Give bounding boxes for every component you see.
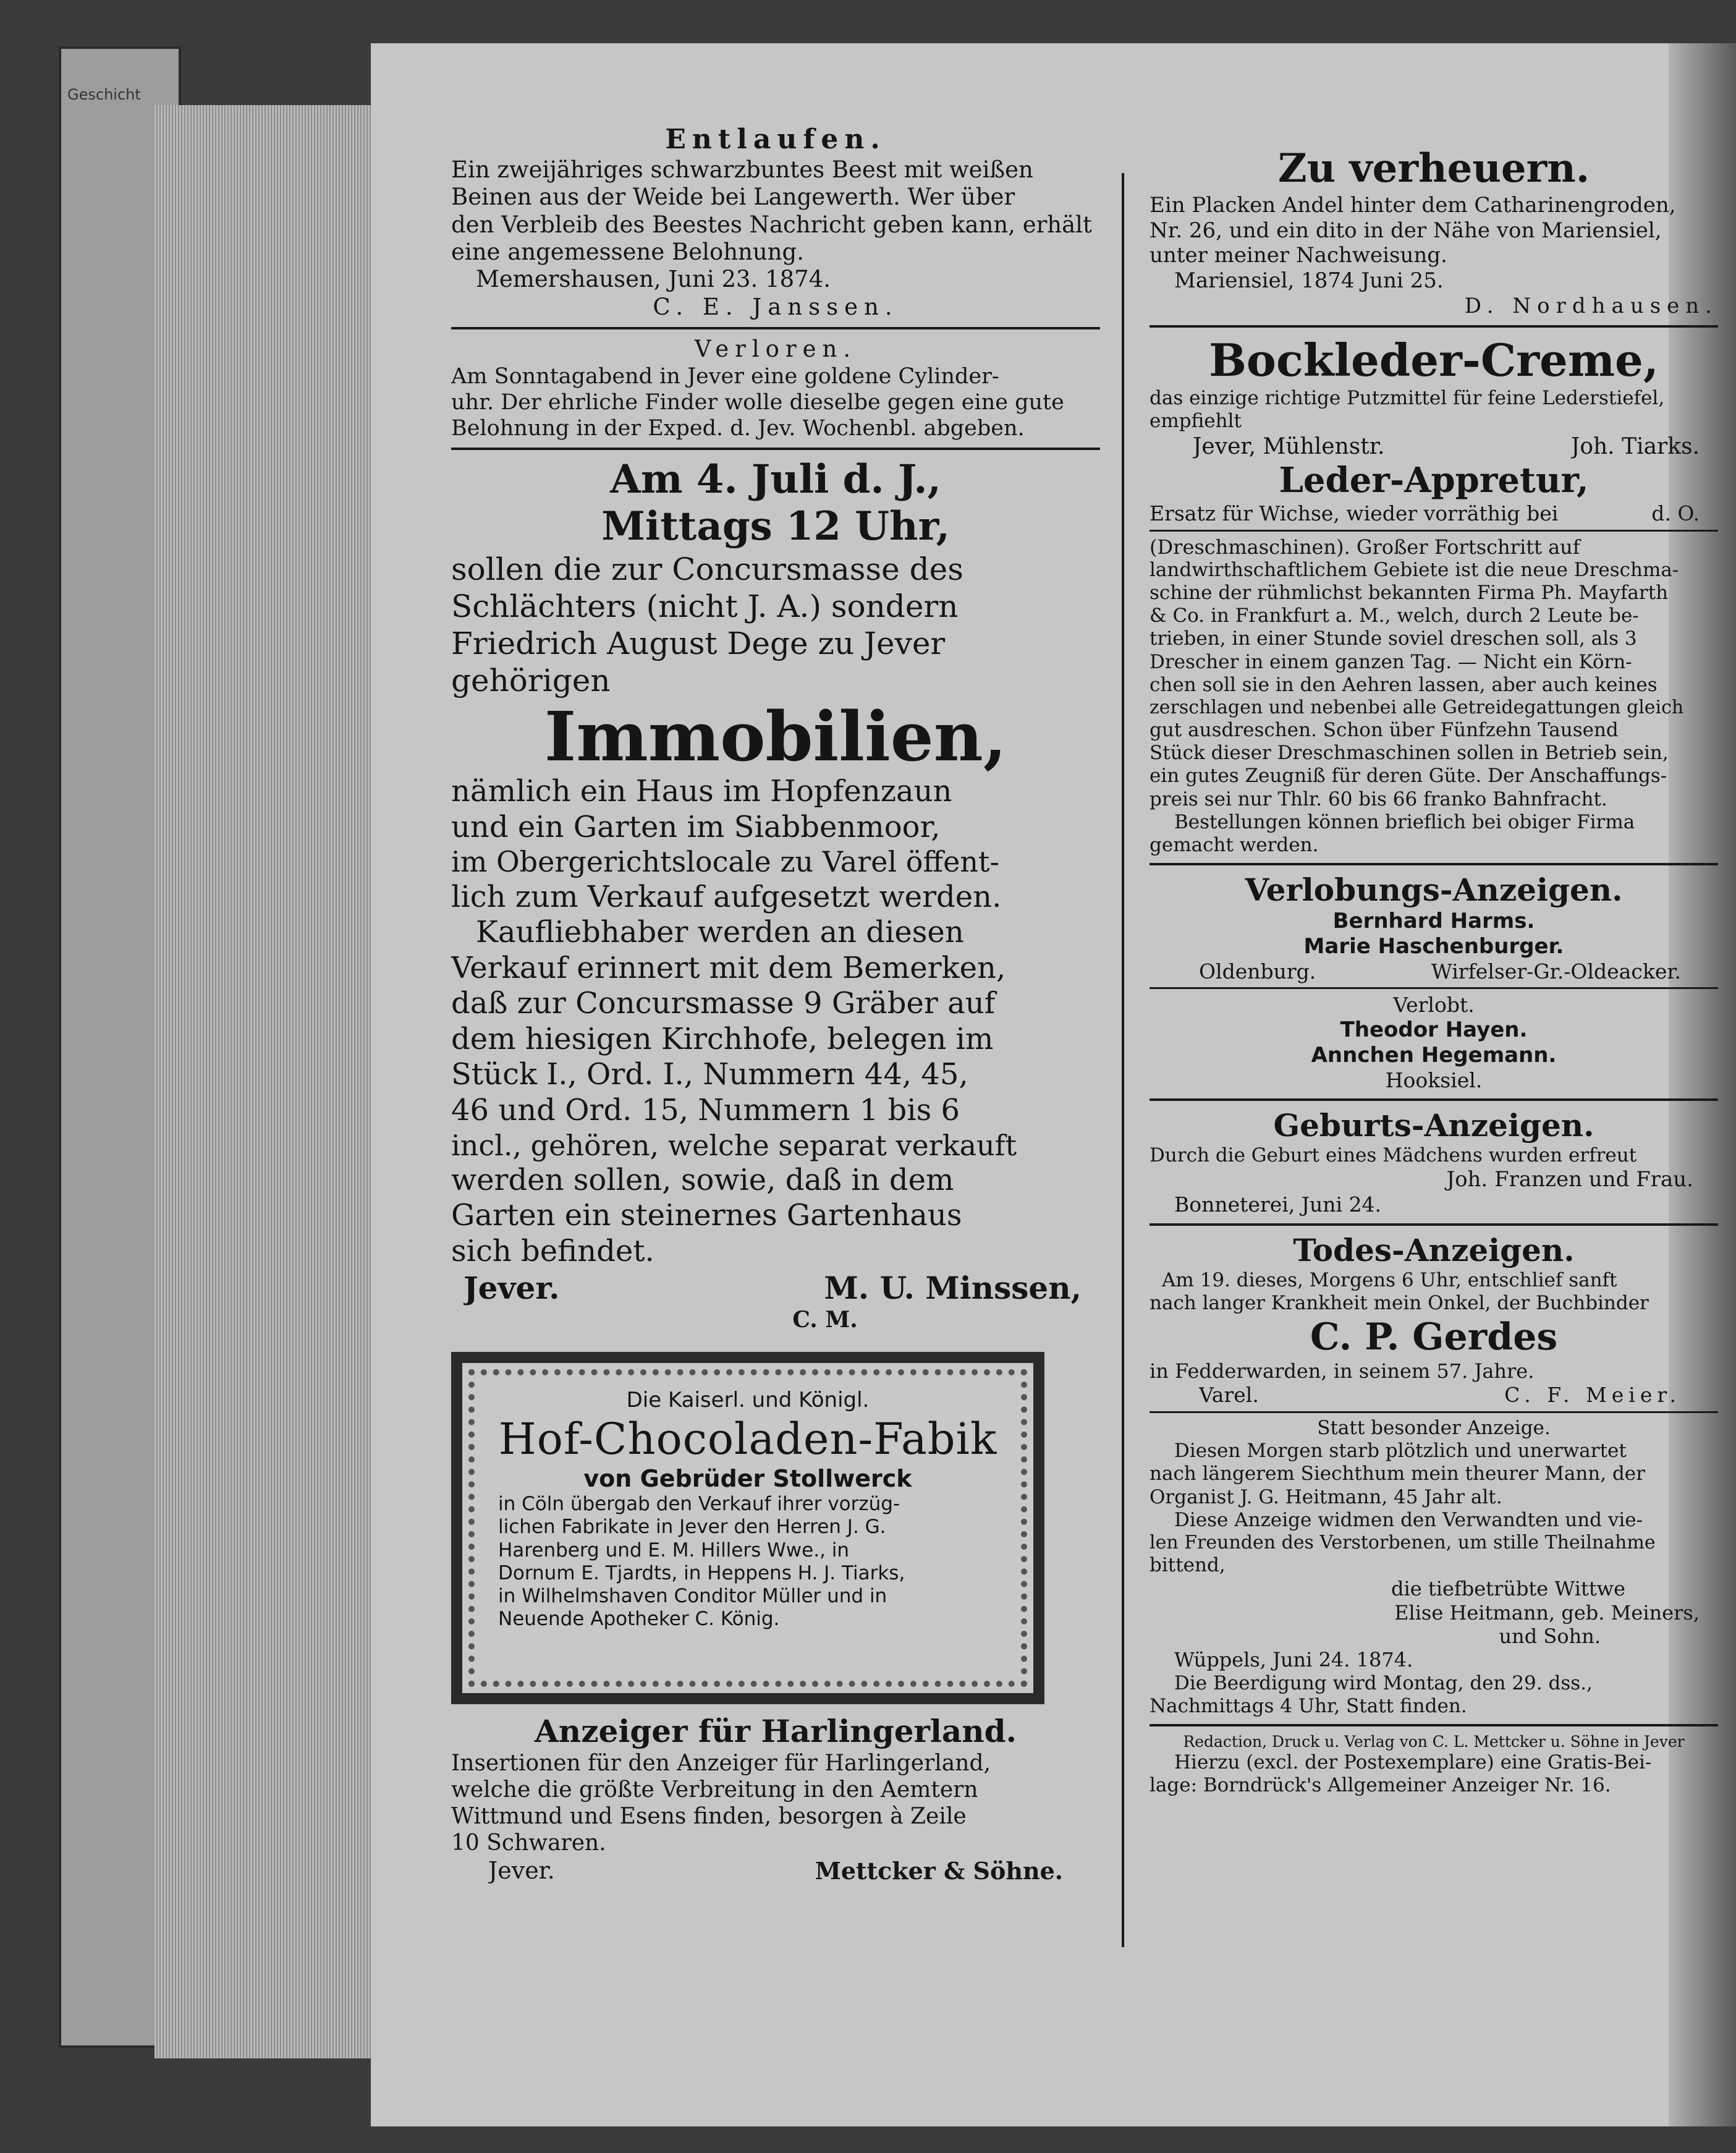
ad-line: werden sollen, sowie, daß in dem: [451, 1162, 954, 1197]
ad-todes: [1150, 1232, 1718, 1718]
ad-line: daß zur Concursmasse 9 Gräber auf: [451, 986, 996, 1021]
ad-line: lich zum Verkauf aufgesetzt werden.: [451, 879, 1002, 914]
ad-line: ein gutes Zeugniß für deren Güte. Der Anschaffungs-: [1150, 765, 1667, 788]
ad-line: chen soll sie in den Aehren lassen, aber auch keines: [1150, 673, 1658, 696]
ad-entlaufen: [451, 124, 1100, 321]
ad-line: gut ausdreschen. Schon über Fünfzehn Tausend: [1150, 719, 1619, 742]
ad-place: Varel.: [1199, 1383, 1259, 1408]
ad-place: Jever.: [464, 1269, 560, 1306]
ad-signature: Elise Heitmann, geb. Meiners,: [1394, 1600, 1700, 1624]
ad-verloren: [451, 336, 1100, 441]
ad-line: Drescher in einem ganzen Tag. — Nicht ein Körn-: [1150, 650, 1632, 673]
ad-title: Leder-Appretur,: [1279, 459, 1589, 501]
ad-place: Jever, Mühlenstr.: [1193, 433, 1385, 459]
ad-date: Memershausen, Juni 23. 1874.: [476, 266, 831, 293]
ad-line: sollen die zur Concursmasse des: [451, 551, 963, 588]
ad-line: schine der rühmlichst bekannten Firma Ph. Mayfarth: [1150, 582, 1669, 605]
ad-title: Entlaufen.: [665, 124, 886, 155]
ad-date: Mariensiel, 1874 Juni 25.: [1174, 268, 1444, 294]
divider: [1150, 1098, 1718, 1101]
ad-label: Verlobt.: [1393, 993, 1475, 1017]
ad-chocolade-frame: [451, 1352, 1044, 1704]
ad-line: eine angemessene Belohnung.: [451, 238, 804, 265]
divider: [1150, 863, 1718, 865]
ad-line: nach langer Krankheit mein Onkel, der Buchbinder: [1150, 1291, 1649, 1314]
ad-headline: Mittags 12 Uhr,: [601, 503, 950, 550]
ad-signature: Mettcker & Söhne.: [815, 1856, 1063, 1885]
ad-label: Statt besonder Anzeige.: [1317, 1417, 1551, 1440]
ad-line: Verkauf erinnert mit dem Bemerken,: [451, 950, 1006, 985]
ad-line: (Dreschmaschinen). Großer Fortschritt auf: [1150, 535, 1580, 559]
ad-place: Wirfelser-Gr.-Oldeacker.: [1431, 959, 1681, 983]
ad-name: C. P. Gerdes: [1310, 1315, 1558, 1359]
divider: [1150, 530, 1718, 532]
ad-signature: und Sohn.: [1499, 1624, 1601, 1648]
ad-line: nach längerem Siechthum mein theurer Mann, der: [1150, 1463, 1645, 1485]
ad-place: Oldenburg.: [1199, 959, 1316, 983]
ad-date: Wüppels, Juni 24. 1874.: [1174, 1648, 1413, 1672]
ad-signature: Joh. Franzen und Frau.: [1446, 1167, 1693, 1192]
ad-line: in Fedderwarden, in seinem 57. Jahre.: [1150, 1359, 1535, 1383]
ad-title: Verlobungs-Anzeigen.: [1245, 872, 1623, 909]
divider: [1150, 1724, 1718, 1726]
divider: [1150, 1223, 1718, 1226]
ad-line: Schlächters (nicht J. A.) sondern: [451, 588, 959, 625]
ad-title: Verloren.: [694, 336, 857, 363]
ad-line: zerschlagen und nebenbei alle Getreidegattungen gleich: [1150, 697, 1684, 719]
ad-signature-2: C. M.: [792, 1306, 858, 1333]
ad-line: Die Beerdigung wird Montag, den 29. dss.,: [1174, 1671, 1593, 1694]
ad-signature: C. F. Meier.: [1504, 1383, 1681, 1408]
ad-line: Diesen Morgen starb plötzlich und unerwartet: [1174, 1440, 1627, 1463]
ad-name: Marie Haschenburger.: [1303, 933, 1564, 959]
ad-name: Annchen Hegemann.: [1311, 1042, 1557, 1068]
ad-line: Wittmund und Esens finden, besorgen à Zeile: [451, 1804, 967, 1830]
ad-line: Am Sonntagabend in Jever eine goldene Cylinder-: [451, 363, 999, 389]
ad-line: Stück dieser Dreschmaschinen sollen in Betrieb sein,: [1150, 742, 1669, 765]
ad-line: bittend,: [1150, 1554, 1226, 1576]
divider: [451, 448, 1100, 450]
ad-line: incl., gehören, welche separat verkauft: [451, 1128, 1017, 1162]
ad-line: uhr. Der ehrliche Finder wolle dieselbe gegen eine gute: [451, 389, 1064, 415]
divider: [1150, 987, 1718, 989]
ad-line: Diese Anzeige widmen den Verwandten und vie-: [1174, 1508, 1643, 1531]
ad-line: in Cöln übergab den Verkauf ihrer vorzüg-: [498, 1493, 900, 1516]
ad-line: Ein Placken Andel hinter dem Catharinengroden,: [1150, 192, 1676, 218]
ad-geburt: [1150, 1107, 1718, 1217]
page-edges: [155, 105, 377, 2058]
divider: [1150, 1411, 1718, 1413]
ad-subtitle: von Gebrüder Stollwerck: [583, 1464, 912, 1492]
right-column: [1150, 145, 1718, 1798]
ad-line: welche die größte Verbreitung in den Aemtern: [451, 1777, 978, 1803]
ad-place: Jever.: [488, 1856, 555, 1884]
ad-line: preis sei nur Thlr. 60 bis 66 franko Bahnfracht.: [1150, 788, 1607, 810]
ad-line: Harenberg und E. M. Hillers Wwe., in: [498, 1539, 850, 1561]
ad-line: gemacht werden.: [1150, 833, 1319, 856]
ad-line: gehörigen: [451, 663, 611, 699]
ad-signature: C. E. Janssen.: [653, 293, 899, 320]
ad-line: landwirthschaftlichem Gebiete ist die neue Dreschma-: [1150, 558, 1679, 581]
ad-line: Nachmittags 4 Uhr, Statt finden.: [1150, 1694, 1467, 1717]
ad-line: Ein zweijähriges schwarzbuntes Beest mit weißen: [451, 156, 1033, 183]
ad-bockleder: [1150, 334, 1718, 460]
footer-line: Hierzu (excl. der Postexemplare) eine Gratis-Bei-: [1174, 1751, 1652, 1774]
ad-date: Bonneterei, Juni 24.: [1174, 1192, 1382, 1217]
ad-signature: Joh. Tiarks.: [1570, 433, 1700, 459]
footer-imprint: Redaction, Druck u. Verlag von C. L. Mettcker u. Söhne in Jever: [1183, 1733, 1685, 1751]
ad-signature: D. Nordhausen.: [1464, 293, 1718, 318]
ad-line: Am 19. dieses, Morgens 6 Uhr, entschlief sanft: [1162, 1268, 1617, 1291]
ad-place: Hooksiel.: [1385, 1068, 1483, 1092]
ad-title: Hof-Chocoladen-Fabik: [498, 1413, 997, 1464]
ad-title: Geburts-Anzeigen.: [1273, 1107, 1594, 1144]
ad-line: Organist J. G. Heitmann, 45 Jahr alt.: [1150, 1485, 1502, 1508]
ad-signature: M. U. Minssen,: [824, 1269, 1082, 1306]
footer-line: lage: Borndrück's Allgemeiner Anzeiger Nr. 16.: [1150, 1774, 1611, 1797]
ad-line: den Verbleib des Beestes Nachricht geben kann, erhält: [451, 211, 1092, 238]
spine-label: Geschicht: [67, 86, 141, 103]
ad-title: Anzeiger für Harlingerland.: [534, 1712, 1017, 1749]
ad-line: Belohnung in der Exped. d. Jev. Wochenbl. abgeben.: [451, 415, 1025, 441]
ad-line: in Wilhelmshaven Conditor Müller und in: [498, 1584, 887, 1607]
ad-line: Bestellungen können brieflich bei obiger Firma: [1174, 810, 1635, 833]
ad-line: Durch die Geburt eines Mädchens wurden erfreut: [1150, 1144, 1637, 1167]
ad-line: im Obergerichtslocale zu Varel öffent-: [451, 845, 1000, 879]
ad-line: Friedrich August Dege zu Jever: [451, 626, 946, 662]
ad-line: und ein Garten im Siabbenmoor,: [451, 809, 941, 844]
ad-line: Die Kaiserl. und Königl.: [626, 1387, 870, 1412]
ad-dreschmaschinen: [1150, 535, 1718, 857]
ad-line: Ersatz für Wichse, wieder vorräthig bei: [1150, 501, 1559, 525]
ad-line: 10 Schwaren.: [451, 1830, 606, 1856]
ad-signature: die tiefbetrübte Wittwe: [1391, 1577, 1625, 1601]
ad-title: Bockleder-Creme,: [1209, 333, 1659, 386]
divider: [451, 327, 1100, 329]
ad-appretur: [1150, 460, 1718, 526]
ad-headline: Am 4. Juli d. J.,: [610, 456, 941, 503]
ad-big-word: Immobilien,: [544, 699, 1007, 775]
ad-line: das einzige richtige Putzmittel für feine Lederstiefel,: [1150, 387, 1665, 410]
ad-line: trieben, in einer Stunde soviel dreschen soll, als 3: [1150, 627, 1637, 650]
ad-line: unter meiner Nachweisung.: [1150, 243, 1447, 268]
ad-line: 46 und Ord. 15, Nummern 1 bis 6: [451, 1093, 960, 1128]
ad-line: Kaufliebhaber werden an diesen: [476, 915, 964, 950]
ad-line: Garten ein steinernes Gartenhaus: [451, 1198, 962, 1233]
ad-verheuern: [1150, 145, 1718, 319]
column-divider: [1122, 173, 1124, 1947]
ad-line: Neuende Apotheker C. König.: [498, 1608, 780, 1631]
ad-signature: d. O.: [1651, 501, 1700, 525]
ad-line: Dornum E. Tjardts, in Heppens H. J. Tiarks,: [498, 1561, 905, 1584]
left-column: [451, 124, 1100, 1885]
ad-line: nämlich ein Haus im Hopfenzaun: [451, 774, 952, 809]
ad-line: Nr. 26, und ein dito in der Nähe von Mariensiel,: [1150, 218, 1662, 243]
ad-line: Beinen aus der Weide bei Langewerth. Wer über: [451, 184, 1015, 211]
ad-anzeiger: [451, 1713, 1100, 1885]
ad-title: Todes-Anzeigen.: [1293, 1231, 1575, 1268]
page-footer: [1150, 1733, 1718, 1797]
ad-line: empfiehlt: [1150, 410, 1242, 433]
ad-line: sich befindet.: [451, 1234, 654, 1269]
ad-name: Theodor Hayen.: [1340, 1017, 1528, 1042]
ad-line: dem hiesigen Kirchhofe, belegen im: [451, 1021, 994, 1056]
ad-chocolade: [498, 1388, 997, 1631]
divider: [1150, 325, 1718, 328]
ad-line: lichen Fabrikate in Jever den Herren J. G.: [498, 1516, 886, 1539]
ad-line: Insertionen für den Anzeiger für Harlingerland,: [451, 1750, 991, 1776]
ad-title: Zu verheuern.: [1277, 145, 1590, 192]
ad-auction: [451, 456, 1100, 1333]
ad-line: & Co. in Frankfurt a. M., welch, durch 2 Leute be-: [1150, 605, 1639, 627]
ad-line: len Freunden des Verstorbenen, um stille Theilnahme: [1150, 1532, 1656, 1553]
ad-name: Bernhard Harms.: [1332, 909, 1535, 934]
ad-line: Stück I., Ord. I., Nummern 44, 45,: [451, 1057, 968, 1092]
ad-verlobung: [1150, 872, 1718, 1092]
